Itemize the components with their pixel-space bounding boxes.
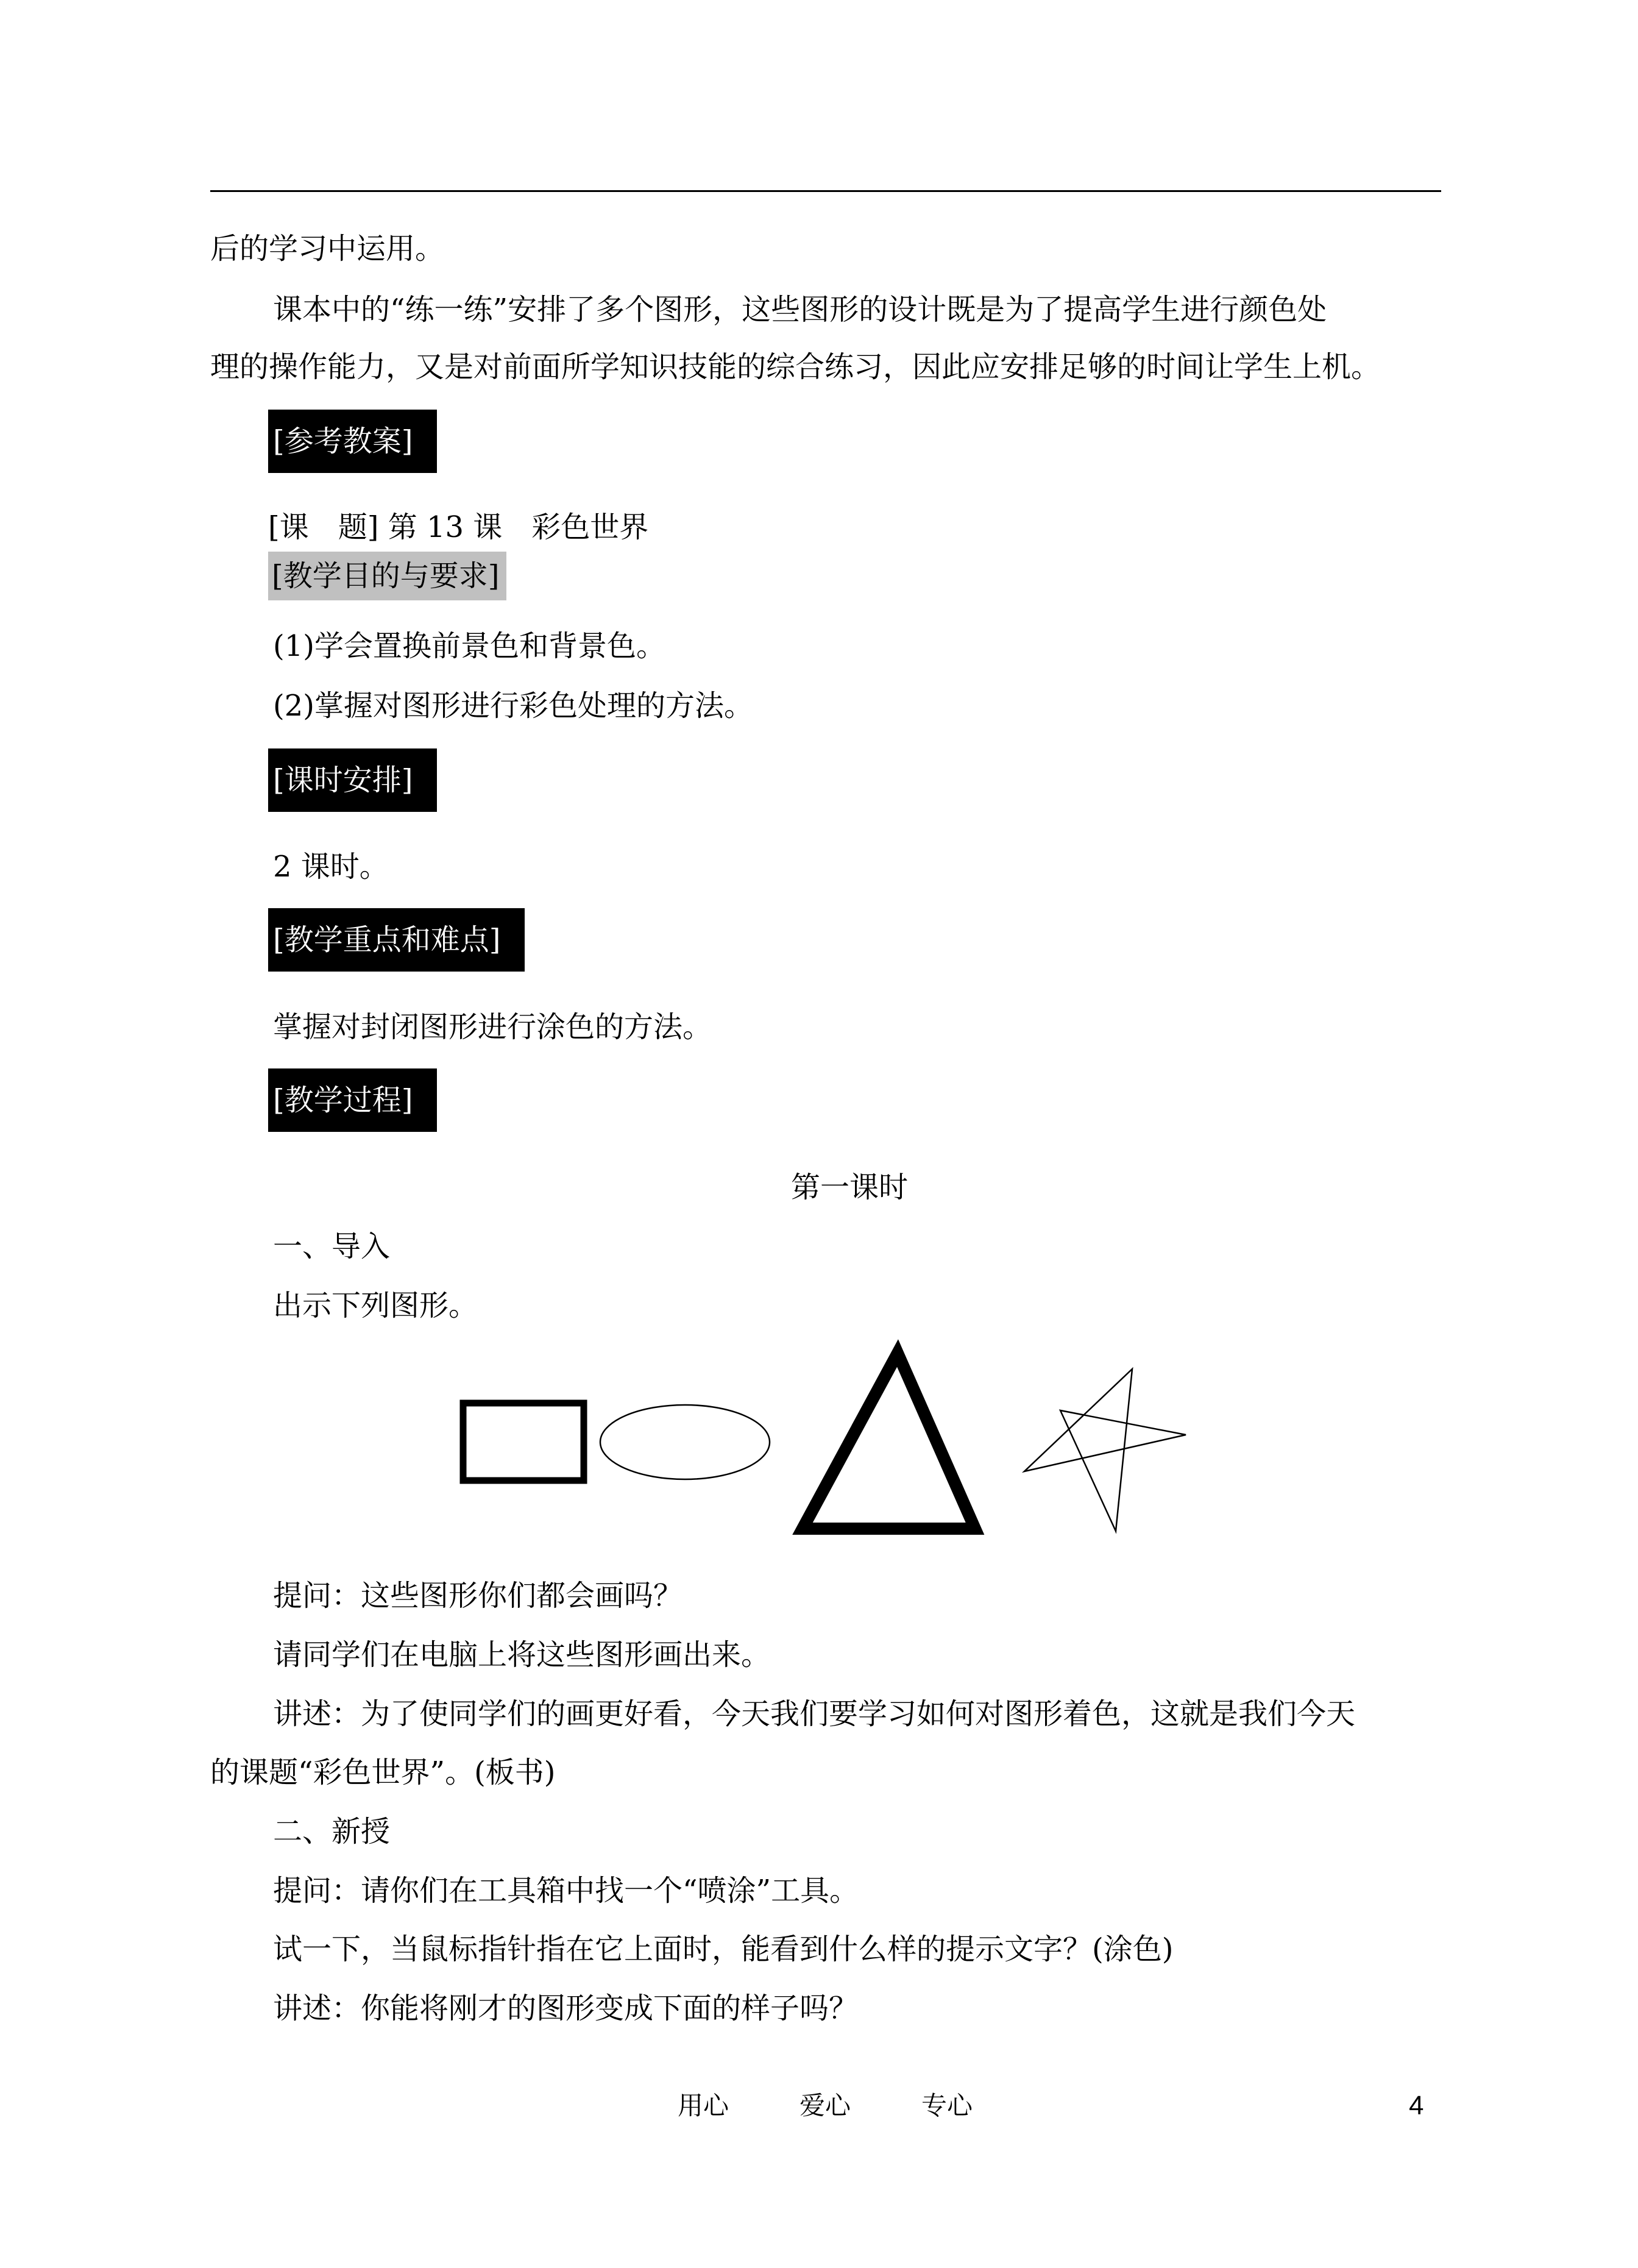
talk-line: 的课题“彩色世界”。(板书)	[210, 1755, 556, 1790]
footer-word: 用心	[678, 2091, 729, 2120]
star-shape	[1024, 1369, 1186, 1531]
paragraph-continuation: 后的学习中运用。	[210, 232, 445, 266]
intro-heading: 一、导入	[273, 1229, 391, 1264]
section-heading-key-points: [教学重点和难点]	[268, 908, 525, 972]
header-rule	[210, 190, 1441, 192]
question-line: 提问：这些图形你们都会画吗？	[273, 1579, 683, 1613]
schedule-value: 2 课时。	[273, 850, 389, 884]
period-title: 第一课时	[791, 1170, 909, 1204]
rectangle-shape	[463, 1403, 584, 1481]
instruction-line: 请同学们在电脑上将这些图形画出来。	[273, 1638, 771, 1672]
footer-word: 专心	[921, 2091, 973, 2120]
talk-line: 讲述：你能将刚才的图形变成下面的样子吗？	[273, 1991, 859, 2025]
section-heading-reference-plan: [参考教案]	[268, 410, 437, 473]
new-heading: 二、新授	[273, 1815, 391, 1849]
footer-word: 爱心	[800, 2091, 851, 2120]
section-heading-process: [教学过程]	[268, 1068, 437, 1132]
key-points-value: 掌握对封闭图形进行涂色的方法。	[273, 1010, 712, 1044]
intro-text: 出示下列图形。	[273, 1289, 478, 1323]
talk-line: 讲述：为了使同学们的画更好看，今天我们要学习如何对图形着色，这就是我们今天	[273, 1697, 1356, 1731]
objective-item: (1)学会置换前景色和背景色。	[273, 629, 665, 663]
question-line: 提问：请你们在工具箱中找一个“喷涂”工具。	[273, 1874, 859, 1908]
section-heading-objectives: [教学目的与要求]	[268, 552, 506, 600]
paragraph-line: 课本中的“练一练”安排了多个图形，这些图形的设计既是为了提高学生进行颜色处	[273, 293, 1327, 327]
try-line: 试一下，当鼠标指针指在它上面时，能看到什么样的提示文字？(涂色)	[273, 1932, 1174, 1966]
section-heading-schedule: [课时安排]	[268, 748, 437, 812]
shapes-figure	[451, 1335, 1207, 1548]
objective-item: (2)掌握对图形进行彩色处理的方法。	[273, 689, 753, 723]
ellipse-shape	[600, 1405, 770, 1479]
paragraph-line: 理的操作能力，又是对前面所学知识技能的综合练习，因此应安排足够的时间让学生上机。	[210, 350, 1381, 384]
lesson-topic: [课 题] 第 13 课 彩色世界	[268, 510, 649, 544]
triangle-shape	[803, 1353, 975, 1529]
page-number: 4	[1409, 2091, 1424, 2120]
